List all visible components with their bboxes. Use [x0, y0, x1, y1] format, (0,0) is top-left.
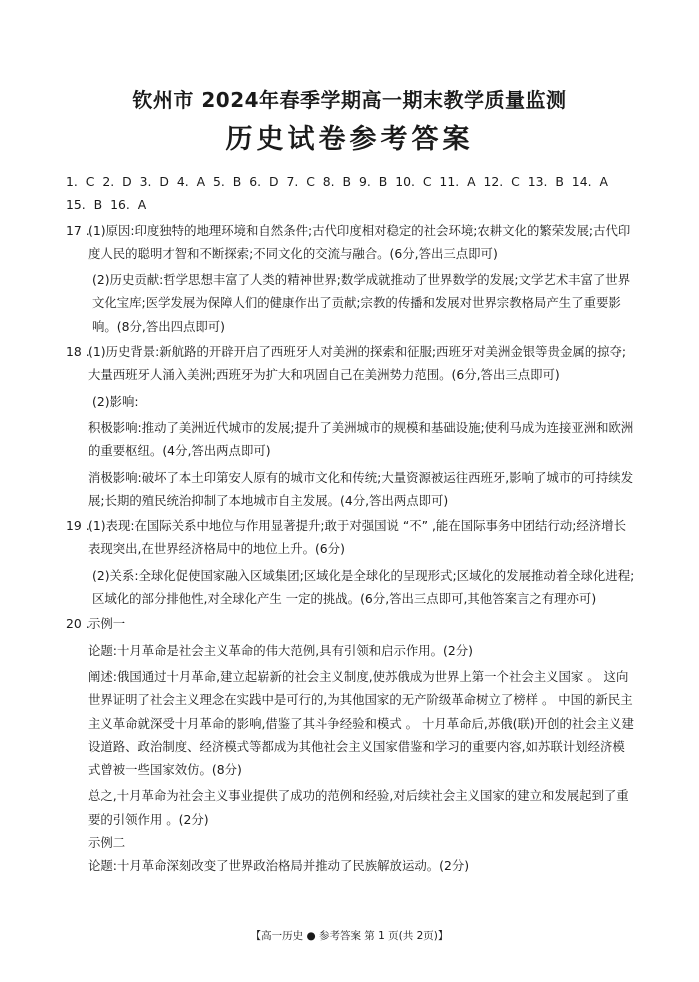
q20-thesis-1: 论题:十月革命是社会主义革命的伟大范例,具有引领和启示作用。(2分) [88, 642, 473, 658]
q20-summary: 总之,十月革命为社会主义事业提供了成功的范例和经验,对后续社会主义国家的建立和发展起到了重要的引领作用 。(2分) [88, 788, 629, 827]
question-19-number: 19 . [66, 518, 90, 534]
question-20 [66, 612, 636, 877]
q20-example1-label: 示例一 [88, 616, 126, 632]
question-19 [66, 514, 636, 610]
question-18-number: 18 . [66, 344, 90, 360]
answer-body [66, 170, 636, 878]
question-20-number: 20 . [66, 616, 90, 632]
page-footer: 【高一历史 ● 参考答案 第 1 页(共 2页)】 [250, 930, 449, 942]
q20-example2-label: 示例二 [88, 835, 126, 851]
choice-answers-line-1: 1. C 2. D 3. D 4. A 5. B 6. D 7. C 8. B 9. B 10. C 11. A 12. C 13. B 14. A [66, 174, 608, 189]
q18-part2-label: (2)影响: [92, 393, 139, 409]
q18-positive-impact: 积极影响:推动了美洲近代城市的发展;提升了美洲城市的规模和基础设施;使利马成为连接亚洲和欧洲的重要枢纽。(4分,答出两点即可) [88, 419, 634, 459]
q18-negative-impact: 消极影响:破坏了本土印第安人原有的城市文化和传统;大量资源被运往西班牙,影响了城市的可持续发展;长期的殖民统治抑制了本地城市自主发展。(4分,答出两点即可) [88, 469, 634, 508]
choice-answers-line-2: 15. B 16. A [66, 197, 147, 213]
q17-part2: (2)历史贡献:哲学思想丰富了人类的精神世界;数学成就推动了世界数学的发展;文学艺术丰富了世界文化宝库;医学发展为保障人们的健康作出了贡献;宗教的传播和发展对世界宗教格局产生了重要影响。(8分,答出四点即可) [92, 272, 631, 334]
question-17 [66, 219, 636, 338]
q18-part1: (1)历史背景:新航路的开辟开启了西班牙人对美洲的探索和征服;西班牙对美洲金银等贵金属的掠夺;大量西班牙人涌入美洲;西班牙为扩大和巩固自己在美洲势力范围。(6分,答出三点即可) [88, 344, 627, 383]
question-18 [66, 340, 636, 512]
q19-part1: (1)表现:在国际关系中地位与作用显著提升;敢于对强国说 “不” ,能在国际事务中团结行动;经济增长表现突出,在世界经济格局中的地位上升。(6分) [88, 518, 626, 557]
q17-part1: (1)原因:印度独特的地理环境和自然条件;古代印度相对稳定的社会环境;农耕文化的繁荣发展;古代印度人民的聪明才智和不断探索;不同文化的交流与融合。(6分,答出三点即可) [88, 222, 631, 261]
question-17-number: 17 . [66, 222, 90, 238]
answer-key-title: 历史试卷参考答案 [225, 124, 474, 155]
q20-elaboration: 阐述:俄国通过十月革命,建立起崭新的社会主义制度,使苏俄成为世界上第一个社会主义国家 。 这向世界证明了社会主义理念在实践中是可行的,为其他国家的无产阶级革命树立了榜样 。 中国的新民主主义革命就深受十月革命的影响,借鉴了其斗争经验和模式 。 十月革命后,苏俄(联)开创的社会主义建设道路、政治制度、经济模式等都成为其他社会主义国家借鉴和学习的重要内容,如苏联计划经济模式曾被一些国家效仿。(8分) [88, 668, 634, 778]
q20-thesis-2: 论题:十月革命深刻改变了世界政治格局并推动了民族解放运动。(2分) [88, 858, 470, 874]
q19-part2: (2)关系:全球化促使国家融入区域集团;区域化是全球化的呈现形式;区域化的发展推动着全球化进程;区域化的部分排他性,对全球化产生 一定的挑战。(6分,答出三点即可,其他答案言之有理亦可) [92, 567, 635, 607]
exam-title: 钦州市 2024年春季学期高一期末教学质量监测 [132, 88, 567, 112]
